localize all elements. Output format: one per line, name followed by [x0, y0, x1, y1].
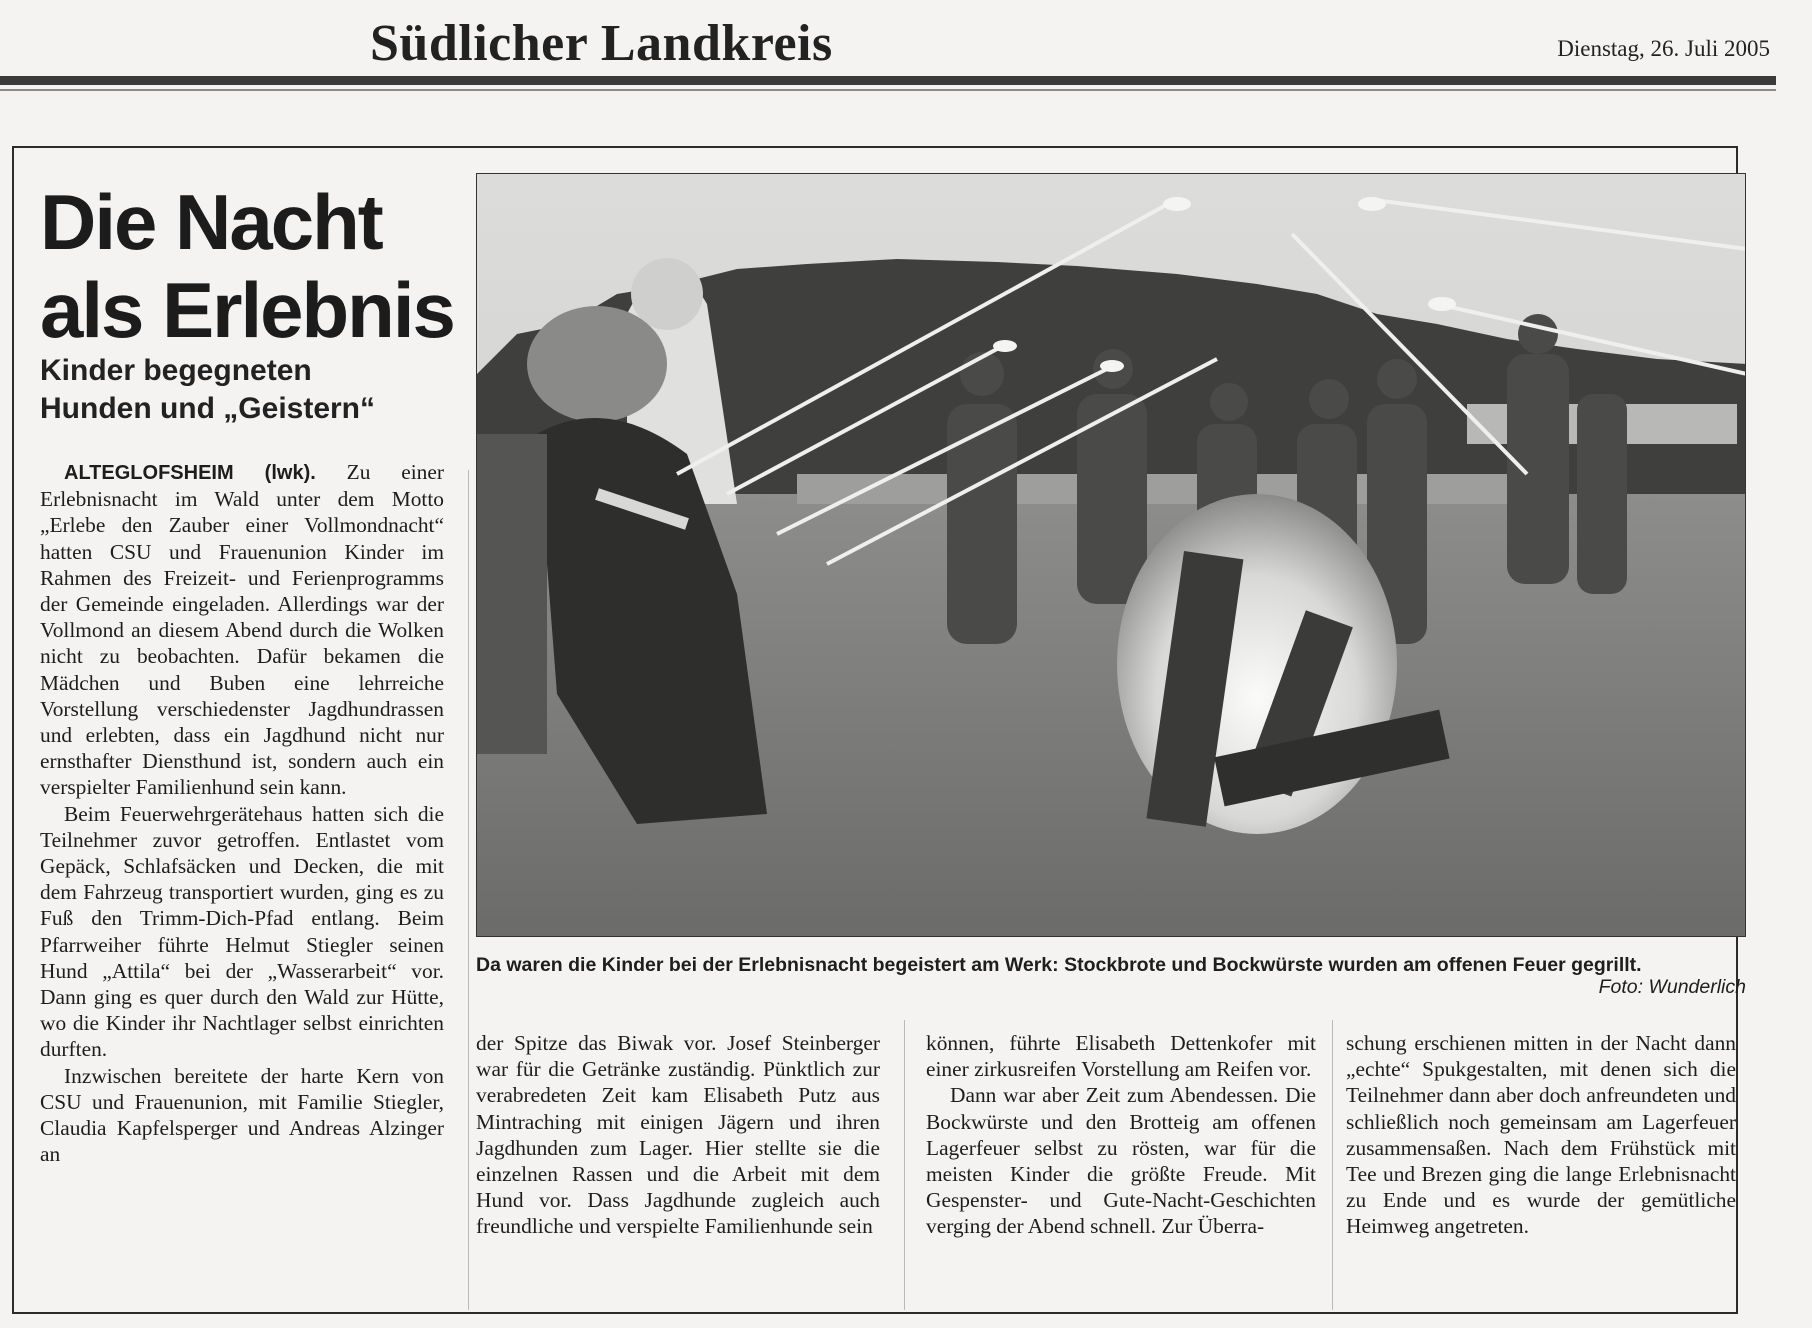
- section-title: Südlicher Landkreis: [370, 15, 833, 72]
- dateline: ALTEGLOFSHEIM (lwk).: [64, 462, 316, 484]
- article-headline: [40, 178, 460, 354]
- header-rule: [0, 76, 1776, 85]
- column-3-paragraph-2: Dann war aber Zeit zum Abendessen. Die Bockwürste und den Brotteig am offenen Lagerfeuer selbst zu rösten, war für die meisten Kinder die größte Freude. Mit Gespenster- und Gute-Nacht-Geschichten verging der Abend schnell. Zur Überra-: [926, 1083, 1316, 1239]
- paragraph-text: Zu einer Erlebnisnacht im Wald unter dem Motto „Erlebe den Zauber einer Vollmondnacht“ hatten CSU und Frauenunion Kinder im Rahmen des Freizeit- und Ferienprogramms der Gemeinde eingeladen. Allerdings war der Vollmond an diesem Abend durch die Wolken nicht zu beobachten. Dafür bekamen die Mädchen und Buben eine lehrreiche Vorstellung verschiedenster Jagdhundrassen und erlebten, dass ein Jagdhund nicht nur ernsthafter Diensthund ist, sondern auch ein verspielter Familienhund sein kann.: [40, 460, 444, 800]
- article-photo: [476, 173, 1746, 937]
- text-column-3: [926, 1030, 1316, 1240]
- article-subhead: [40, 352, 460, 428]
- photo-credit: Foto: Wunderlich: [1598, 976, 1746, 998]
- child-hat: [527, 306, 667, 422]
- subhead-line-1: Kinder begegneten: [40, 354, 312, 387]
- header-rule-thin: [0, 89, 1776, 91]
- column-4-paragraph-1: schung erschienen mitten in der Nacht dann „echte“ Spukgestalten, mit denen sich die Teilnehmer dann aber doch anfreundeten und schließlich noch gemeinsam am Lagerfeuer zusammensaßen. Nach dem Frühstück mit Tee und Brezen ging die lange Erlebnisnacht zu Ende und es wurde der gemütliche Heimweg angetreten.: [1346, 1031, 1736, 1239]
- column-1-paragraph-1: [40, 459, 444, 801]
- text-column-4: [1346, 1030, 1736, 1240]
- woman-head: [631, 258, 703, 330]
- issue-date: Dienstag, 26. Juli 2005: [1557, 36, 1770, 61]
- headline-line-2: als Erlebnis: [40, 266, 454, 354]
- column-divider: [904, 1020, 905, 1310]
- column-3-paragraph-1: können, führte Elisabeth Dettenkofer mit einer zirkusreifen Vorstellung am Reifen vor.: [926, 1031, 1316, 1082]
- text-column-1: [40, 459, 444, 1167]
- column-divider: [468, 470, 469, 1310]
- campfire-photo: [477, 174, 1746, 937]
- photo-caption: Da waren die Kinder bei der Erlebnisnacht begeistert am Werk: Stockbrote und Bockwürste wurden am offenen Feuer gegrillt.: [476, 954, 1642, 976]
- column-divider: [1332, 1020, 1333, 1310]
- column-1-paragraph-2: Beim Feuerwehrgerätehaus hatten sich die Teilnehmer zuvor getroffen. Entlastet vom Gepäck, Schlafsäcken und Decken, die mit dem Fahrzeug transportiert wurden, ging es zu Fuß den Trimm-Dich-Pfad entlang. Beim Pfarrweiher führte Helmut Stiegler seinen Hund „Attila“ bei der „Wasserarbeit“ vor. Dann ging es quer durch den Wald zur Hütte, wo die Kinder ihr Nachtlager selbst einrichten durften.: [40, 801, 444, 1062]
- left-edge-figure: [477, 434, 547, 754]
- column-1-paragraph-3: Inzwischen bereitete der harte Kern von CSU und Frauenunion, mit Familie Stiegler, Claudia Kapfelsperger und Andreas Alzinger an: [40, 1063, 444, 1167]
- column-2-paragraph-1: der Spitze das Biwak vor. Josef Steinberger war für die Getränke zuständig. Pünktlich zur verabredeten Zeit kam Elisabeth Putz aus Mintraching mit einigen Jägern und ihren Jagdhunden zum Lager. Hier stellte sie die einzelnen Rassen und die Arbeit mit dem Hund vor. Dass Jagdhunde zugleich auch freundliche und verspielte Familienhunde sein: [476, 1031, 880, 1239]
- headline-line-1: Die Nacht: [40, 178, 382, 266]
- text-column-2: [476, 1030, 880, 1240]
- subhead-line-2: Hunden und „Geistern“: [40, 392, 376, 425]
